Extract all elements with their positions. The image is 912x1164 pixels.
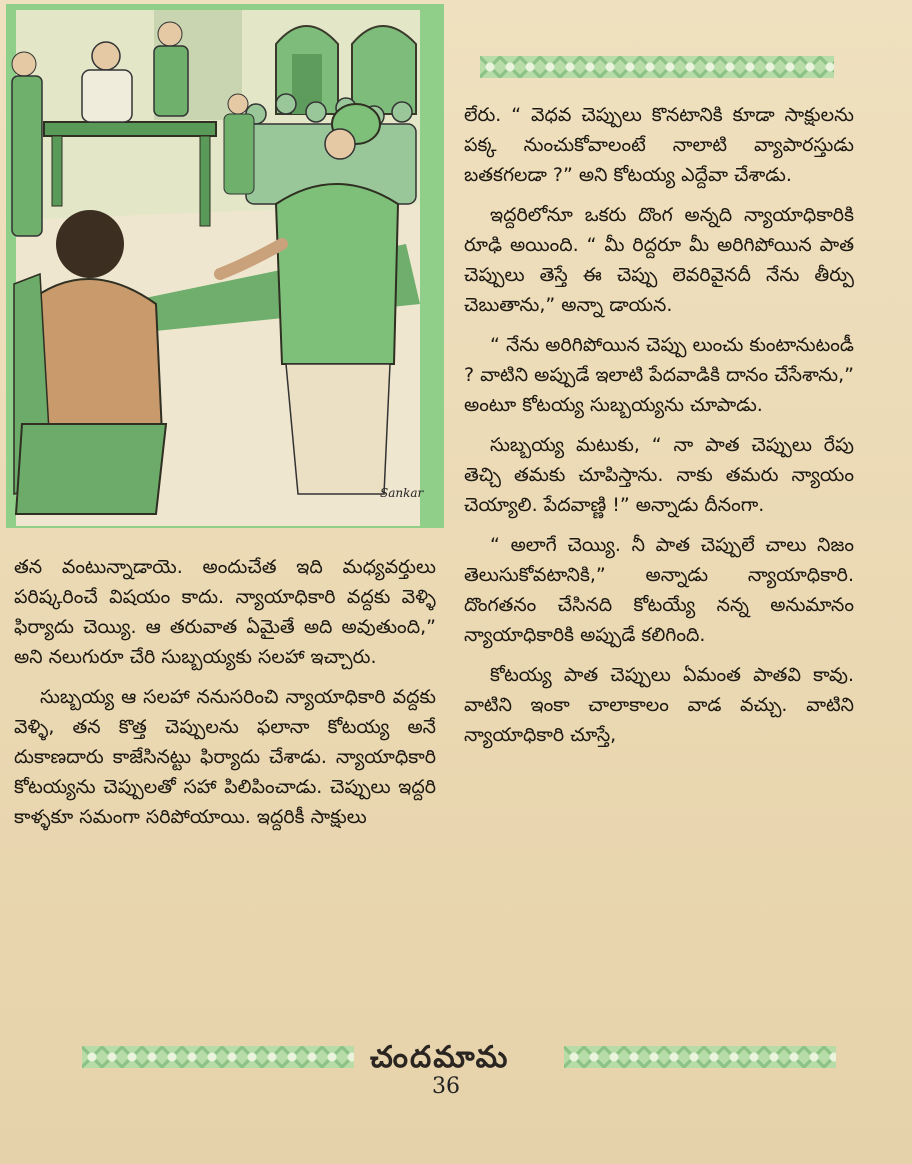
paragraph: “ అలాగే చెయ్యి. నీ పాత చెప్పులే చాలు నిజం తెలుసుకోవటానికి,” అన్నాడు న్యాయాధికారి. దొంగతనం చేసినది కోటయ్యే నన్న అనుమానం న్యాయాధికారికి అప్పుడే కలిగింది. bbox=[464, 534, 854, 646]
paragraph: సుబ్బయ్య మటుకు, “ నా పాత చెప్పులు రేపు తెచ్చి తమకు చూపిస్తాను. నాకు తమరు న్యాయం చెయ్యాలి. పేదవాణ్ణి !” అన్నాడు దీనంగా. bbox=[464, 434, 854, 516]
page-number: 36 bbox=[432, 1074, 460, 1099]
decorative-border-top bbox=[480, 56, 834, 78]
magazine-name: చందమామ bbox=[370, 1040, 510, 1075]
decorative-border-footer-right bbox=[564, 1046, 836, 1068]
paragraph: లేరు. “ వెధవ చెప్పులు కొనటానికి కూడా సాక్షులను పక్క నుంచుకోవాలంటే నాలాటి వ్యాపారస్తుడు బతకగలడా ?” అని కోటయ్య ఎద్దేవా చేశాడు. bbox=[464, 104, 854, 186]
court-scene-drawing bbox=[6, 4, 444, 528]
paragraph: ఇద్దరిలోనూ ఒకరు దొంగ అన్నది న్యాయాధికారికి రూఢి అయింది. “ మీ రిద్దరూ మీ అరిగిపోయిన పాత చెప్పులు తెస్తే ఈ చెప్పు లెవరివైనదీ నేను తీర్పు చెబుతాను,” అన్నా డాయన. bbox=[464, 204, 854, 316]
left-text-column bbox=[14, 552, 436, 842]
paragraph: తన వంటున్నాడాయె. అందుచేత ఇది మధ్యవర్తులు పరిష్కరించే విషయం కాదు. న్యాయాధికారి వద్దకు వెళ్ళి ఫిర్యాదు చెయ్యి. ఆ తరువాత ఏమైతే అది అవుతుంది,” అని నలుగురూ చేరి సుబ్బయ్యకు సలహా ఇచ్చారు. bbox=[14, 556, 436, 668]
artist-signature: Sankar bbox=[380, 486, 424, 500]
paragraph: “ నేను అరిగిపోయిన చెప్పు లుంచు కుంటానుటండీ ? వాటిని అప్పుడే ఇలాటి పేదవాడికి దానం చేసేశాను,” అంటూ కోటయ్య సుబ్బయ్యను చూపాడు. bbox=[464, 334, 854, 416]
decorative-border-footer-left bbox=[82, 1046, 354, 1068]
paragraph: కోటయ్య పాత చెప్పులు ఏమంత పాతవి కావు. వాటిని ఇంకా చాలాకాలం వాడ వచ్చు. వాటిని న్యాయాధికారి చూస్తే, bbox=[464, 664, 854, 746]
right-text-column bbox=[464, 100, 854, 760]
paragraph: సుబ్బయ్య ఆ సలహా ననుసరించి న్యాయాధికారి వద్దకు వెళ్ళి, తన కొత్త చెప్పులను ఫలానా కోటయ్య అనే దుకాణదారు కాజేసినట్టు ఫిర్యాదు చేశాడు. న్యాయాధికారి కోటయ్యను చెప్పులతో సహా పిలిపించాడు. చెప్పులు ఇద్దరి కాళ్ళకూ సమంగా సరిపోయాయి. ఇద్దరికీ సాక్షులు bbox=[14, 686, 436, 828]
court-scene-illustration bbox=[6, 4, 444, 528]
